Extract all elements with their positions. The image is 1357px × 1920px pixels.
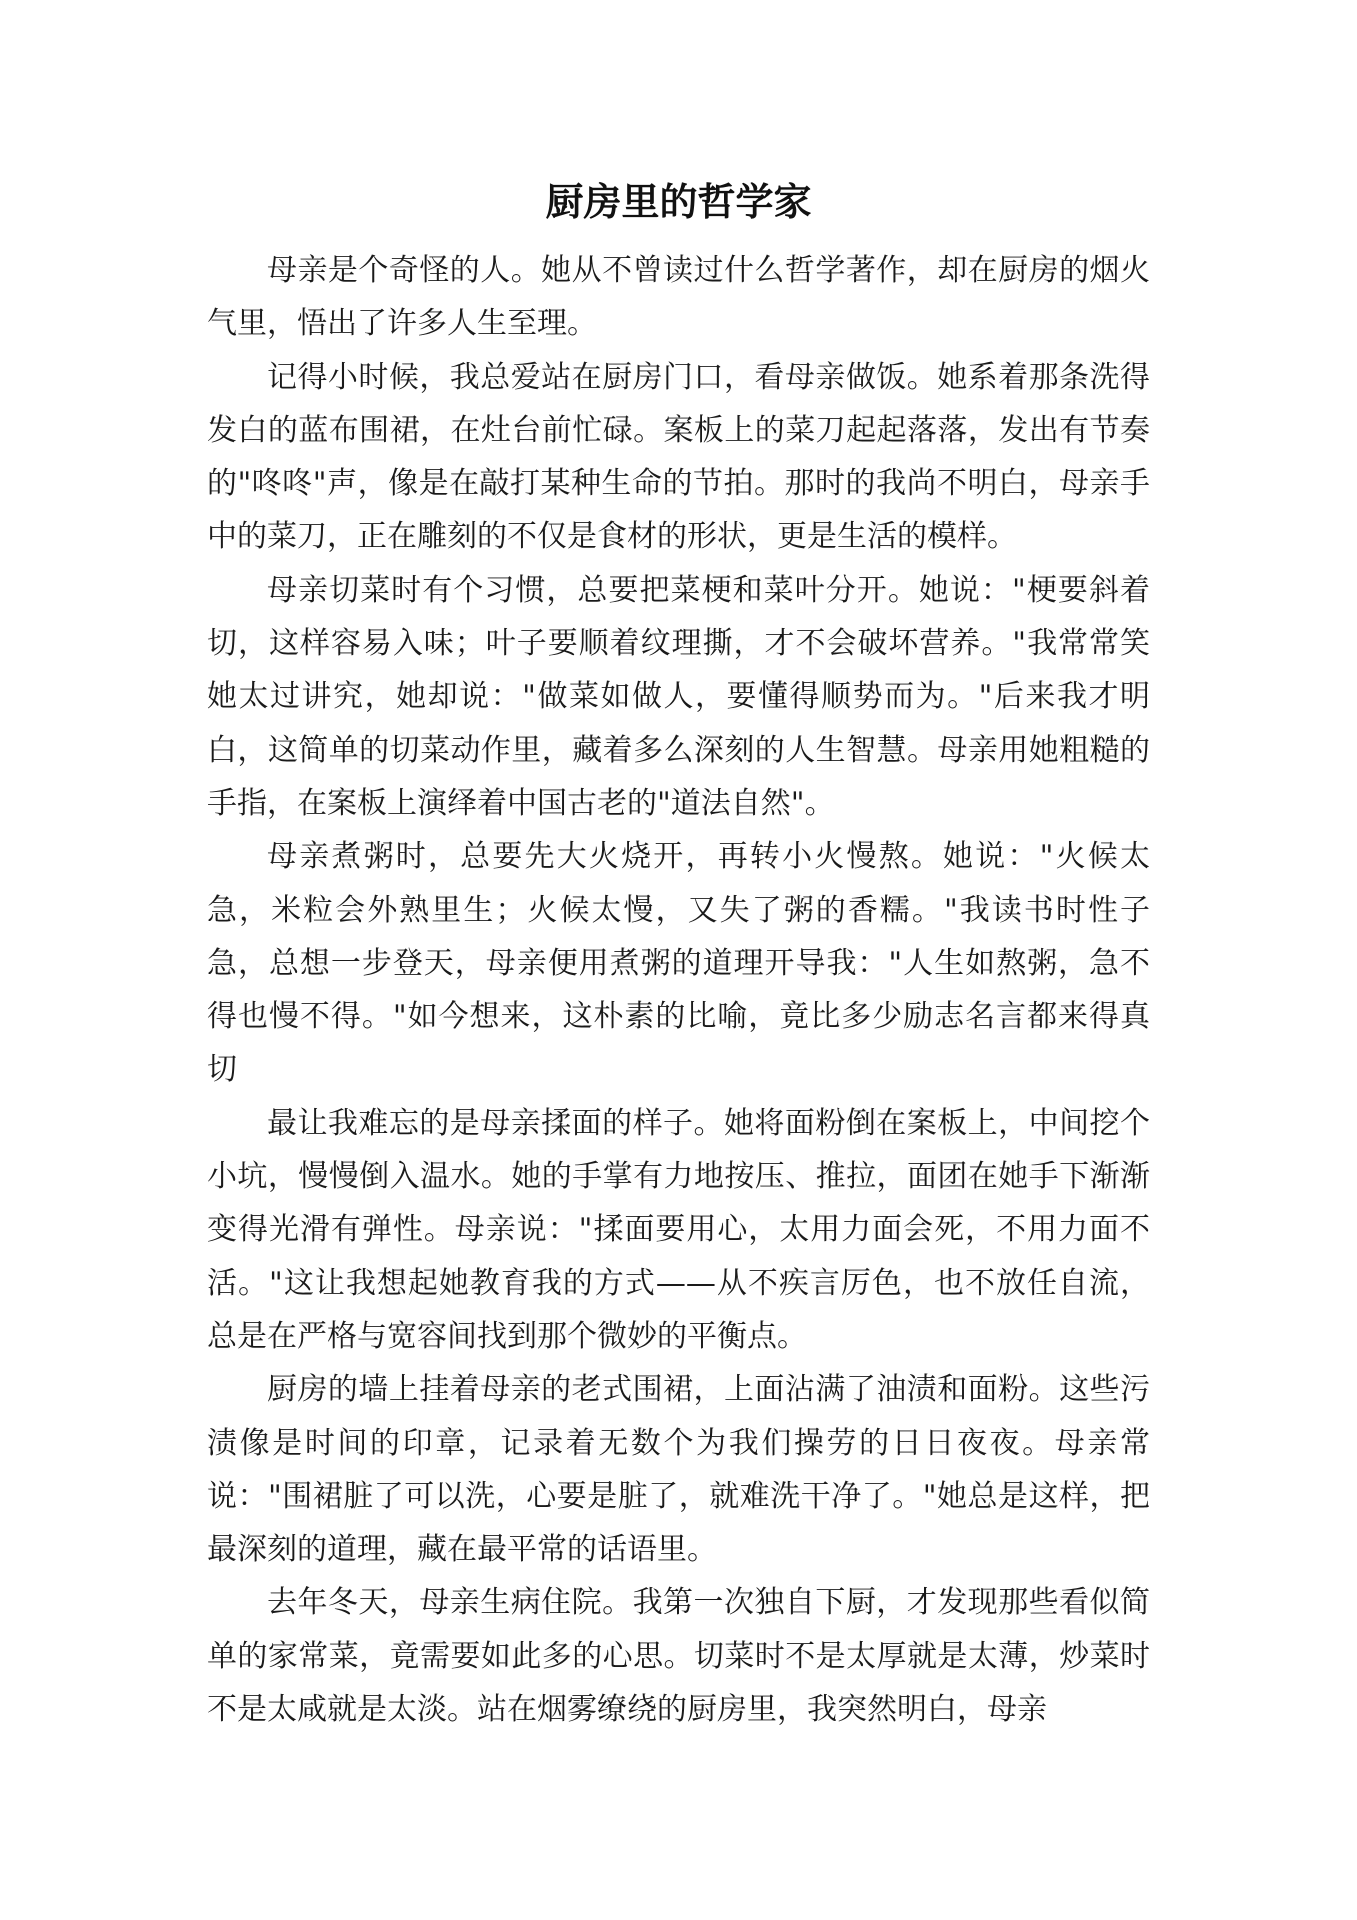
paragraph: 母亲煮粥时，总要先大火烧开，再转小火慢熬。她说："火候太急，米粒会外熟里生；火候太慢，又失了粥的香糯。"我读书时性子急，总想一步登天，母亲便用煮粥的道理开导我："人生如熬粥，急不得也慢不得。"如今想来，这朴素的比喻，竟比多少励志名言都来得真切 bbox=[207, 839, 1150, 1088]
paragraph: 去年冬天，母亲生病住院。我第一次独自下厨，才发现那些看似简单的家常菜，竟需要如此多的心思。切菜时不是太厚就是太薄，炒菜时不是太咸就是太淡。站在烟雾缭绕的厨房里，我突然明白，母亲 bbox=[207, 1585, 1150, 1728]
paragraph: 母亲是个奇怪的人。她从不曾读过什么哲学著作，却在厨房的烟火气里，悟出了许多人生至理。 bbox=[207, 253, 1150, 342]
paragraph: 厨房的墙上挂着母亲的老式围裙，上面沾满了油渍和面粉。这些污渍像是时间的印章，记录着无数个为我们操劳的日日夜夜。母亲常说："围裙脏了可以洗，心要是脏了，就难洗干净了。"她总是这样，把最深刻的道理，藏在最平常的话语里。 bbox=[207, 1372, 1150, 1568]
document-title: 厨房里的哲学家 bbox=[545, 180, 812, 224]
paragraph: 记得小时候，我总爱站在厨房门口，看母亲做饭。她系着那条洗得发白的蓝布围裙，在灶台前忙碌。案板上的菜刀起起落落，发出有节奏的"咚咚"声，像是在敲打某种生命的节拍。那时的我尚不明白，母亲手中的菜刀，正在雕刻的不仅是食材的形状，更是生活的模样。 bbox=[207, 359, 1150, 555]
paragraph: 最让我难忘的是母亲揉面的样子。她将面粉倒在案板上，中间挖个小坑，慢慢倒入温水。她的手掌有力地按压、推拉，面团在她手下渐渐变得光滑有弹性。母亲说："揉面要用心，太用力面会死，不用力面不活。"这让我想起她教育我的方式——从不疾言厉色，也不放任自流，总是在严格与宽容间找到那个微妙的平衡点。 bbox=[207, 1105, 1150, 1354]
document-body bbox=[207, 244, 1150, 1736]
paragraph: 母亲切菜时有个习惯，总要把菜梗和菜叶分开。她说："梗要斜着切，这样容易入味；叶子要顺着纹理撕，才不会破坏营养。"我常常笑她太过讲究，她却说："做菜如做人，要懂得顺势而为。"后来我才明白，这简单的切菜动作里，藏着多么深刻的人生智慧。母亲用她粗糙的手指，在案板上演绎着中国古老的"道法自然"。 bbox=[207, 572, 1150, 821]
